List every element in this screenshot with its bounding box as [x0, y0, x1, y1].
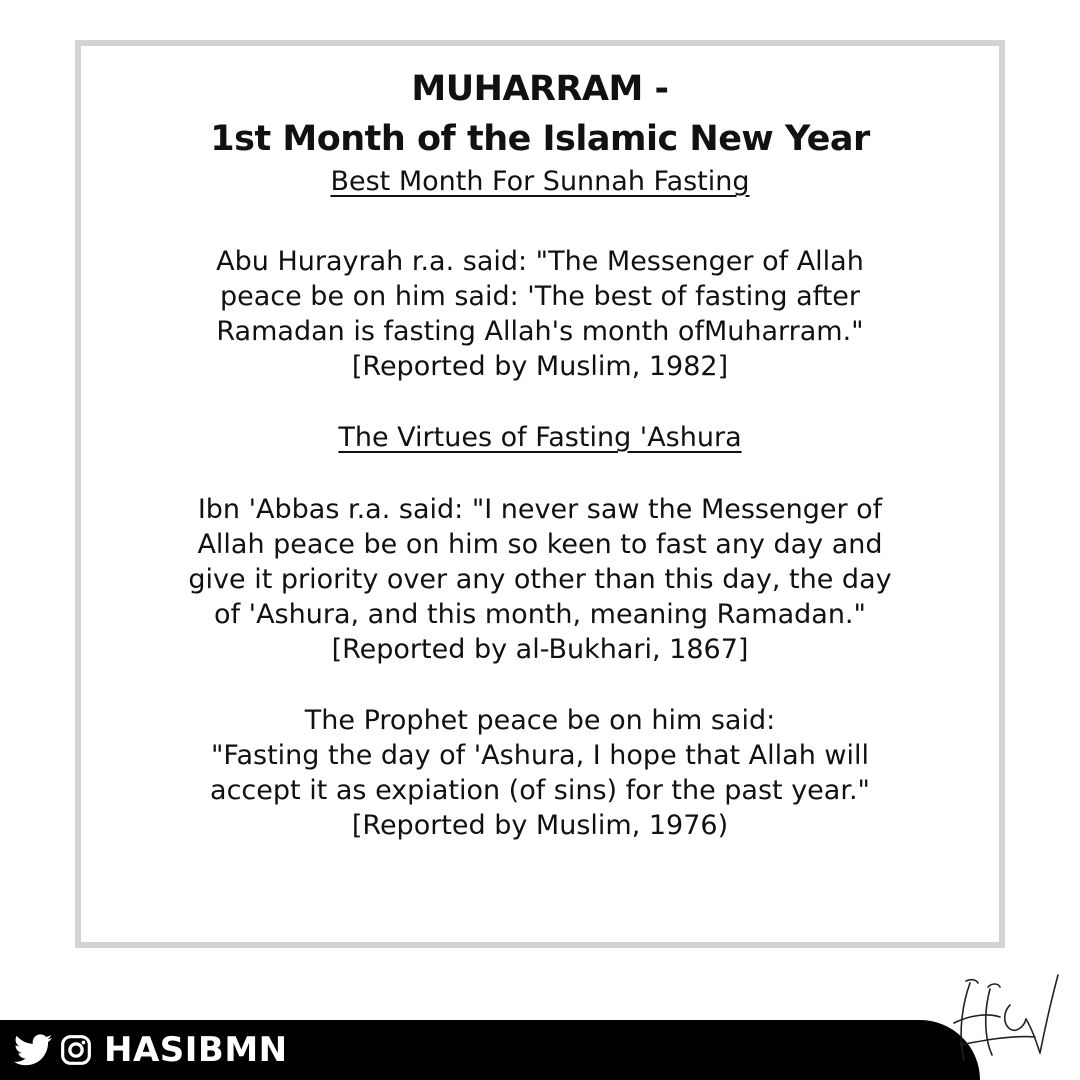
section3-line-3: accept it as expiation (of sins) for the past year."	[210, 775, 870, 806]
section1-line-3: Ramadan is fasting Allah's month ofMuharram."	[216, 316, 864, 347]
section2-line-4: of 'Ashura, and this month, meaning Ramadan."	[214, 599, 866, 630]
title-line-2: 1st Month of the Islamic New Year	[210, 119, 870, 159]
social-handle[interactable]: HASIBMN	[104, 1030, 288, 1070]
signature-logo	[940, 965, 1065, 1070]
title-line-1: MUHARRAM -	[411, 69, 669, 109]
footer-bar	[0, 1020, 980, 1080]
section3-line-1: The Prophet peace be on him said:	[304, 705, 776, 736]
section2-line-1: Ibn 'Abbas r.a. said: "I never saw the Messenger of	[197, 494, 883, 525]
section2-heading: The Virtues of Fasting 'Ashura	[338, 422, 742, 453]
content-frame	[75, 40, 1005, 948]
section1-line-2: peace be on him said: 'The best of fasting after	[219, 281, 861, 312]
instagram-icon[interactable]	[60, 1034, 92, 1066]
section2-line-5: [Reported by al-Bukhari, 1867]	[331, 634, 749, 665]
twitter-icon[interactable]	[14, 1034, 52, 1066]
section3-line-2: "Fasting the day of 'Ashura, I hope that Allah will	[211, 740, 869, 771]
content-body	[81, 64, 999, 843]
footer-social	[14, 1030, 288, 1070]
section2-line-2: Allah peace be on him so keen to fast any day and	[197, 529, 883, 560]
section1-heading: Best Month For Sunnah Fasting	[330, 166, 750, 197]
section3-line-4: [Reported by Muslim, 1976)	[351, 810, 729, 841]
section1-line-1: Abu Hurayrah r.a. said: "The Messenger of Allah	[216, 246, 864, 277]
section2-line-3: give it priority over any other than this day, the day	[188, 564, 892, 595]
section1-line-4: [Reported by Muslim, 1982]	[351, 351, 729, 382]
